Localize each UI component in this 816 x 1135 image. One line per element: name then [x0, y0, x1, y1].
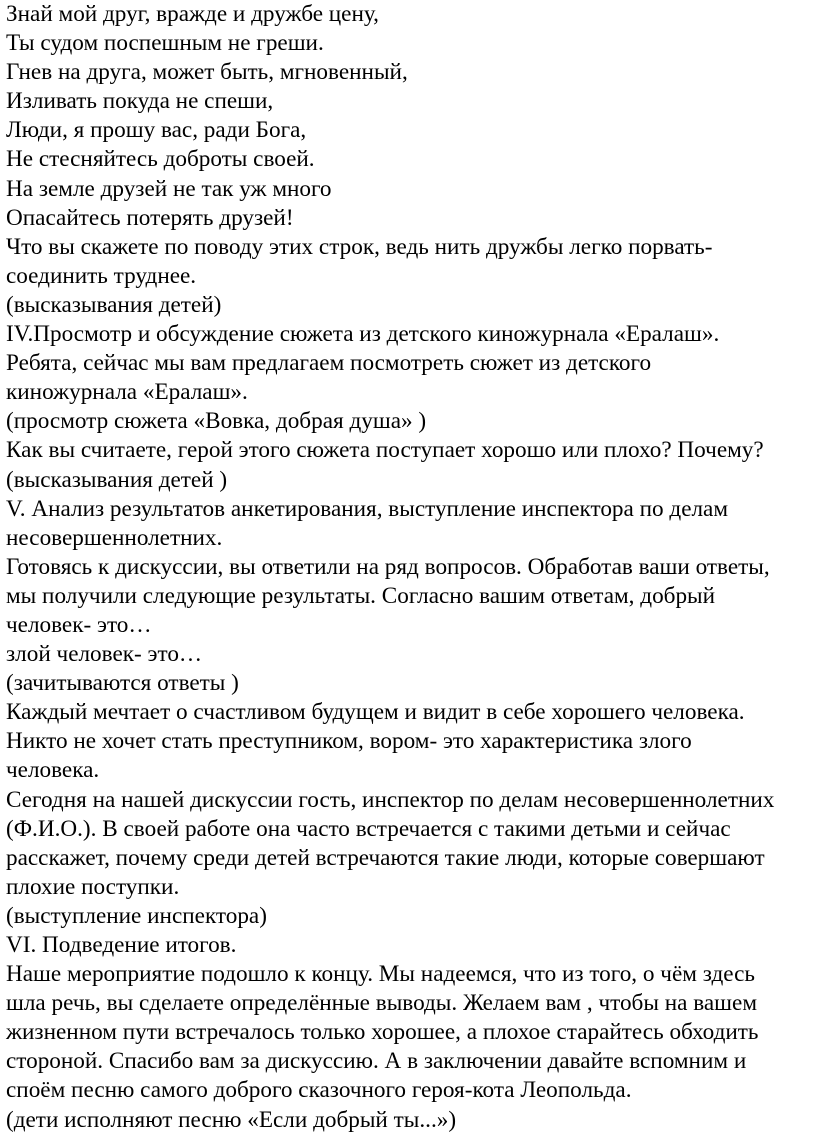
text-line: (высказывания детей) [6, 291, 222, 318]
poem-line: Знай мой друг, вражде и дружбе цену, [6, 1, 379, 27]
text-line: мы получили следующие результаты. Согласно вашим ответам, добрый [6, 582, 716, 609]
text-line: соединить труднее. [6, 262, 197, 289]
text-line: Каждый мечтает о счастливом будущем и видит в себе хорошего человека. [6, 699, 745, 726]
poem-line: Опасайтесь потерять друзей! [6, 204, 294, 231]
poem-line: Ты судом поспешным не греши. [6, 30, 324, 57]
poem-line: Люди, я прошу вас, ради Бога, [6, 117, 307, 144]
text-line: шла речь, вы сделаете определённые выводы. Желаем вам , чтобы на вашем [6, 990, 757, 1017]
poem-line: Изливать покуда не спеши, [6, 88, 274, 115]
poem-line: Не стесняйтесь доброты своей. [6, 146, 315, 173]
text-line: (просмотр сюжета «Вовка, добрая душа» ) [6, 408, 427, 435]
text-line: человек- это… [6, 611, 152, 638]
poem-line: Гнев на друга, может быть, мгновенный, [6, 59, 408, 86]
text-line: (высказывания детей ) [6, 466, 228, 493]
document-text [6, 0, 814, 1135]
text-line: Готовясь к дискуссии, вы ответили на ряд вопросов. Обработав ваши ответы, [6, 553, 770, 580]
text-line: стороной. Спасибо вам за дискуссию. А в заключении давайте вспомним и [6, 1048, 747, 1075]
text-line: (зачитываются ответы ) [6, 670, 239, 697]
section-heading: V. Анализ результатов анкетирования, выступление инспектора по делам [6, 495, 729, 522]
text-line: несовершеннолетних. [6, 524, 223, 551]
text-line: жизненном пути встречалось только хорошее, а плохое старайтесь обходить [6, 1019, 759, 1046]
section-heading: VI. Подведение итогов. [6, 932, 237, 958]
text-line: Как вы считаете, герой этого сюжета поступает хорошо или плохо? Почему? [6, 437, 764, 464]
text-line: (выступление инспектора) [6, 902, 267, 929]
text-line: Никто не хочет стать преступником, вором- это характеристика злого [6, 728, 692, 755]
text-line: споём песню самого доброго сказочного героя-кота Леопольда. [6, 1077, 632, 1104]
text-line: человека. [6, 757, 100, 784]
text-line: (Ф.И.О.). В своей работе она часто встречается с такими детьми и сейчас [6, 815, 731, 842]
text-line: (дети исполняют песню «Если добрый ты...») [6, 1106, 457, 1133]
text-line: расскажет, почему среди детей встречаются такие люди, которые совершают [6, 844, 765, 871]
text-line: злой человек- это… [6, 641, 203, 668]
text-line: Ребята, сейчас мы вам предлагаем посмотреть сюжет из детского [6, 350, 652, 377]
text-line: Сегодня на нашей дискуссии гость, инспектор по делам несовершеннолетних [6, 786, 775, 813]
text-line: киножурнала «Ералаш». [6, 379, 248, 406]
poem-line: На земле друзей не так уж много [6, 175, 332, 202]
text-line: Что вы скажете по поводу этих строк, ведь нить дружбы легко порвать- [6, 233, 713, 260]
text-line: плохие поступки. [6, 873, 180, 900]
section-heading: IV.Просмотр и обсуждение сюжета из детского киножурнала «Ералаш». [6, 321, 720, 348]
text-line: Наше мероприятие подошло к концу. Мы надеемся, что из того, о чём здесь [6, 961, 755, 988]
